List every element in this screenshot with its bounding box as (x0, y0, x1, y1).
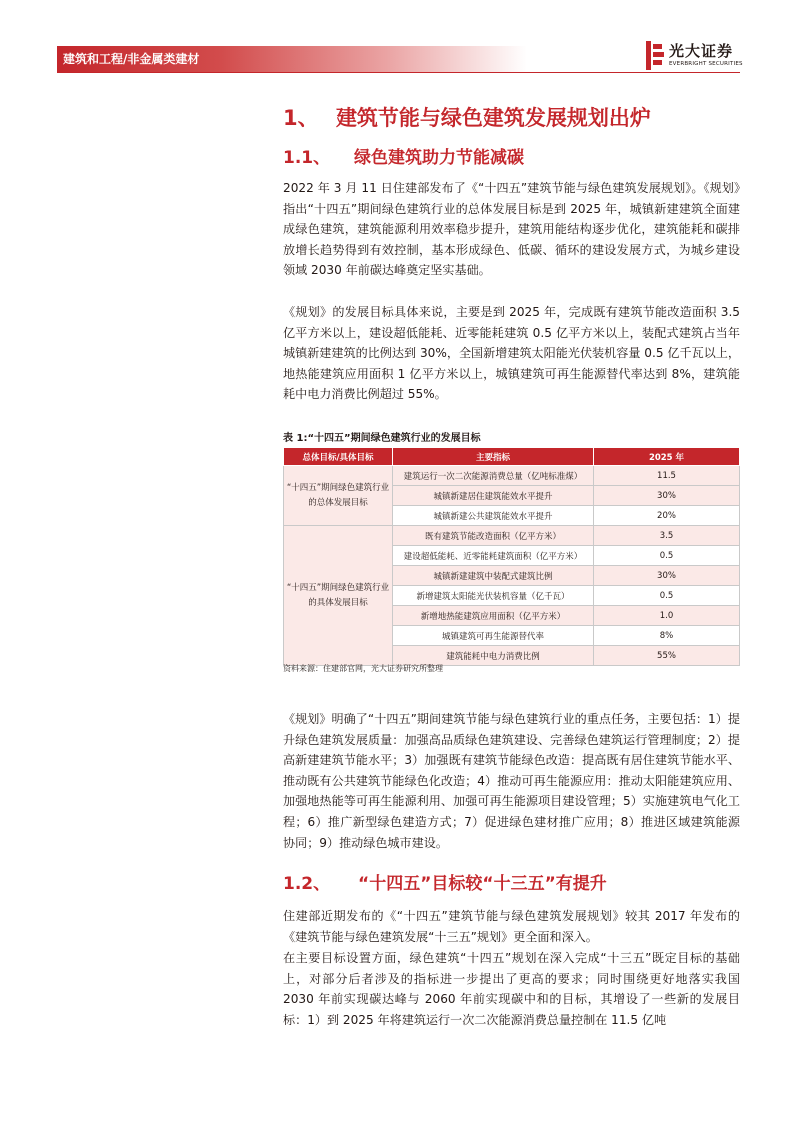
table-row (284, 466, 740, 486)
table-cell-value: 11.5 (594, 466, 740, 486)
table-cell-indicator: 新增地热能建筑应用面积（亿平方米） (393, 606, 594, 626)
section-1-heading (283, 104, 651, 132)
section-1-1-heading (283, 146, 524, 170)
table-cell-indicator: 建筑能耗中电力消费比例 (393, 646, 594, 666)
table-cell-indicator: 建设超低能耗、近零能耗建筑面积（亿平方米） (393, 546, 594, 566)
targets-paragraph: 《规划》的发展目标具体来说，主要是到 2025 年，完成既有建筑节能改造面积 3.5 亿平方米以上，建设超低能耗、近零能耗建筑 0.5 亿平方米以上，装配式建筑占当年城镇新建建筑的比例达到 30%，全国新增建筑太阳能光伏装机容量 0.5 亿千瓦以上，地热能建筑应用面积 1 亿平方米以上，城镇建筑可再生能源替代率达到 8%，建筑能耗中电力消费比例超过 55%。 (283, 305, 740, 402)
section-1-2-title: “十四五”目标较“十三五”有提升 (358, 874, 607, 894)
table-cell-value: 30% (594, 566, 740, 586)
logo-english-name: EVERBRIGHT SECURITIES (669, 61, 743, 67)
table-cell-indicator: 建筑运行一次二次能源消费总量（亿吨标准煤） (393, 466, 594, 486)
table-cell-indicator: 城镇新建公共建筑能效水平提升 (393, 506, 594, 526)
header-divider (57, 72, 740, 73)
table-cell-value: 0.5 (594, 546, 740, 566)
table-cell-indicator: 新增建筑太阳能光伏装机容量（亿千瓦） (393, 586, 594, 606)
table-cell-value: 3.5 (594, 526, 740, 546)
section-1-2-heading (283, 872, 607, 896)
goals-paragraph: 在主要目标设置方面，绿色建筑“十四五”规划在深入完成“十三五”既定目标的基础上，对部分后者涉及的指标进一步提出了更高的要求；同时围绕更好地落实我国 2030 年前实现碳达峰与 2060 年前实现碳中和的目标，其增设了一些新的发展目标：1）到 2025 年将建筑运行一次二次能源消费总量控制在 11.5 亿吨 (283, 951, 740, 1027)
section-1-1-number: 1.1、 (283, 148, 331, 168)
table-row (284, 526, 740, 546)
section-1-1-title: 绿色建筑助力节能减碳 (354, 148, 525, 168)
section-1-number: 1、 (283, 106, 319, 130)
table-source: 资料来源：住建部官网，光大证券研究所整理 (283, 664, 443, 673)
section-1-2-number: 1.2、 (283, 874, 331, 894)
table-group-specific: “十四五”期间绿色建筑行业的具体发展目标 (284, 526, 393, 666)
table-cell-indicator: 城镇新建建筑中装配式建筑比例 (393, 566, 594, 586)
table-header-row (284, 448, 740, 466)
logo-chinese-name: 光大证券 (669, 42, 734, 60)
table-cell-value: 20% (594, 506, 740, 526)
table-cell-value: 0.5 (594, 586, 740, 606)
table-group-overall: “十四五”期间绿色建筑行业的总体发展目标 (284, 466, 393, 526)
table-cell-value: 30% (594, 486, 740, 506)
table-cell-value: 55% (594, 646, 740, 666)
section-1-title: 建筑节能与绿色建筑发展规划出炉 (335, 106, 651, 130)
targets-table (283, 447, 740, 666)
everbright-logo-icon (644, 41, 666, 70)
table-cell-indicator: 城镇建筑可再生能源替代率 (393, 626, 594, 646)
table-cell-value: 8% (594, 626, 740, 646)
table-cell-indicator: 既有建筑节能改造面积（亿平方米） (393, 526, 594, 546)
table-cell-indicator: 城镇新建居住建筑能效水平提升 (393, 486, 594, 506)
tasks-paragraph: 《规划》明确了“十四五”期间建筑节能与绿色建筑行业的重点任务，主要包括：1）提升绿色建筑发展质量：加强高品质绿色建筑建设、完善绿色建筑运行管理制度；2）提高新建建筑节能水平；3）加强既有建筑节能绿色改造：提高既有居住建筑节能水平、推动既有公共建筑节能绿色化改造；4）推动可再生能源应用：推动太阳能建筑应用、加强地热能等可再生能源利用、加强可再生能源项目建设管理；5）实施建筑电气化工程；6）推广新型绿色建造方式；7）促进绿色建材推广应用；8）推进区域建筑能源协同；9）推动绿色城市建设。 (283, 712, 740, 850)
company-logo (644, 41, 744, 71)
table-header-indicator: 主要指标 (393, 448, 594, 466)
intro-paragraph: 2022 年 3 月 11 日住建部发布了《“十四五”建筑节能与绿色建筑发展规划》。《规划》指出“十四五”期间绿色建筑行业的总体发展目标是到 2025 年，城镇新建建筑全面建成绿色建筑，建筑能源利用效率稳步提升，建筑用能结构逐步优化，建筑能耗和碳排放增长趋势得到有效控制，基本形成绿色、低碳、循环的建设发展方式，为城乡建设领域 2030 年前碳达峰奠定坚实基础。 (283, 181, 740, 278)
header-category: 建筑和工程/非金属类建材 (63, 52, 200, 66)
table-header-2025: 2025 年 (594, 448, 740, 466)
table-cell-value: 1.0 (594, 606, 740, 626)
table-title: 表 1:“十四五”期间绿色建筑行业的发展目标 (283, 433, 481, 444)
table-header-goal: 总体目标/具体目标 (284, 448, 393, 466)
comparison-paragraph: 住建部近期发布的《“十四五”建筑节能与绿色建筑发展规划》较其 2017 年发布的《建筑节能与绿色建筑发展“十三五”规划》更全面和深入。 (283, 909, 740, 944)
